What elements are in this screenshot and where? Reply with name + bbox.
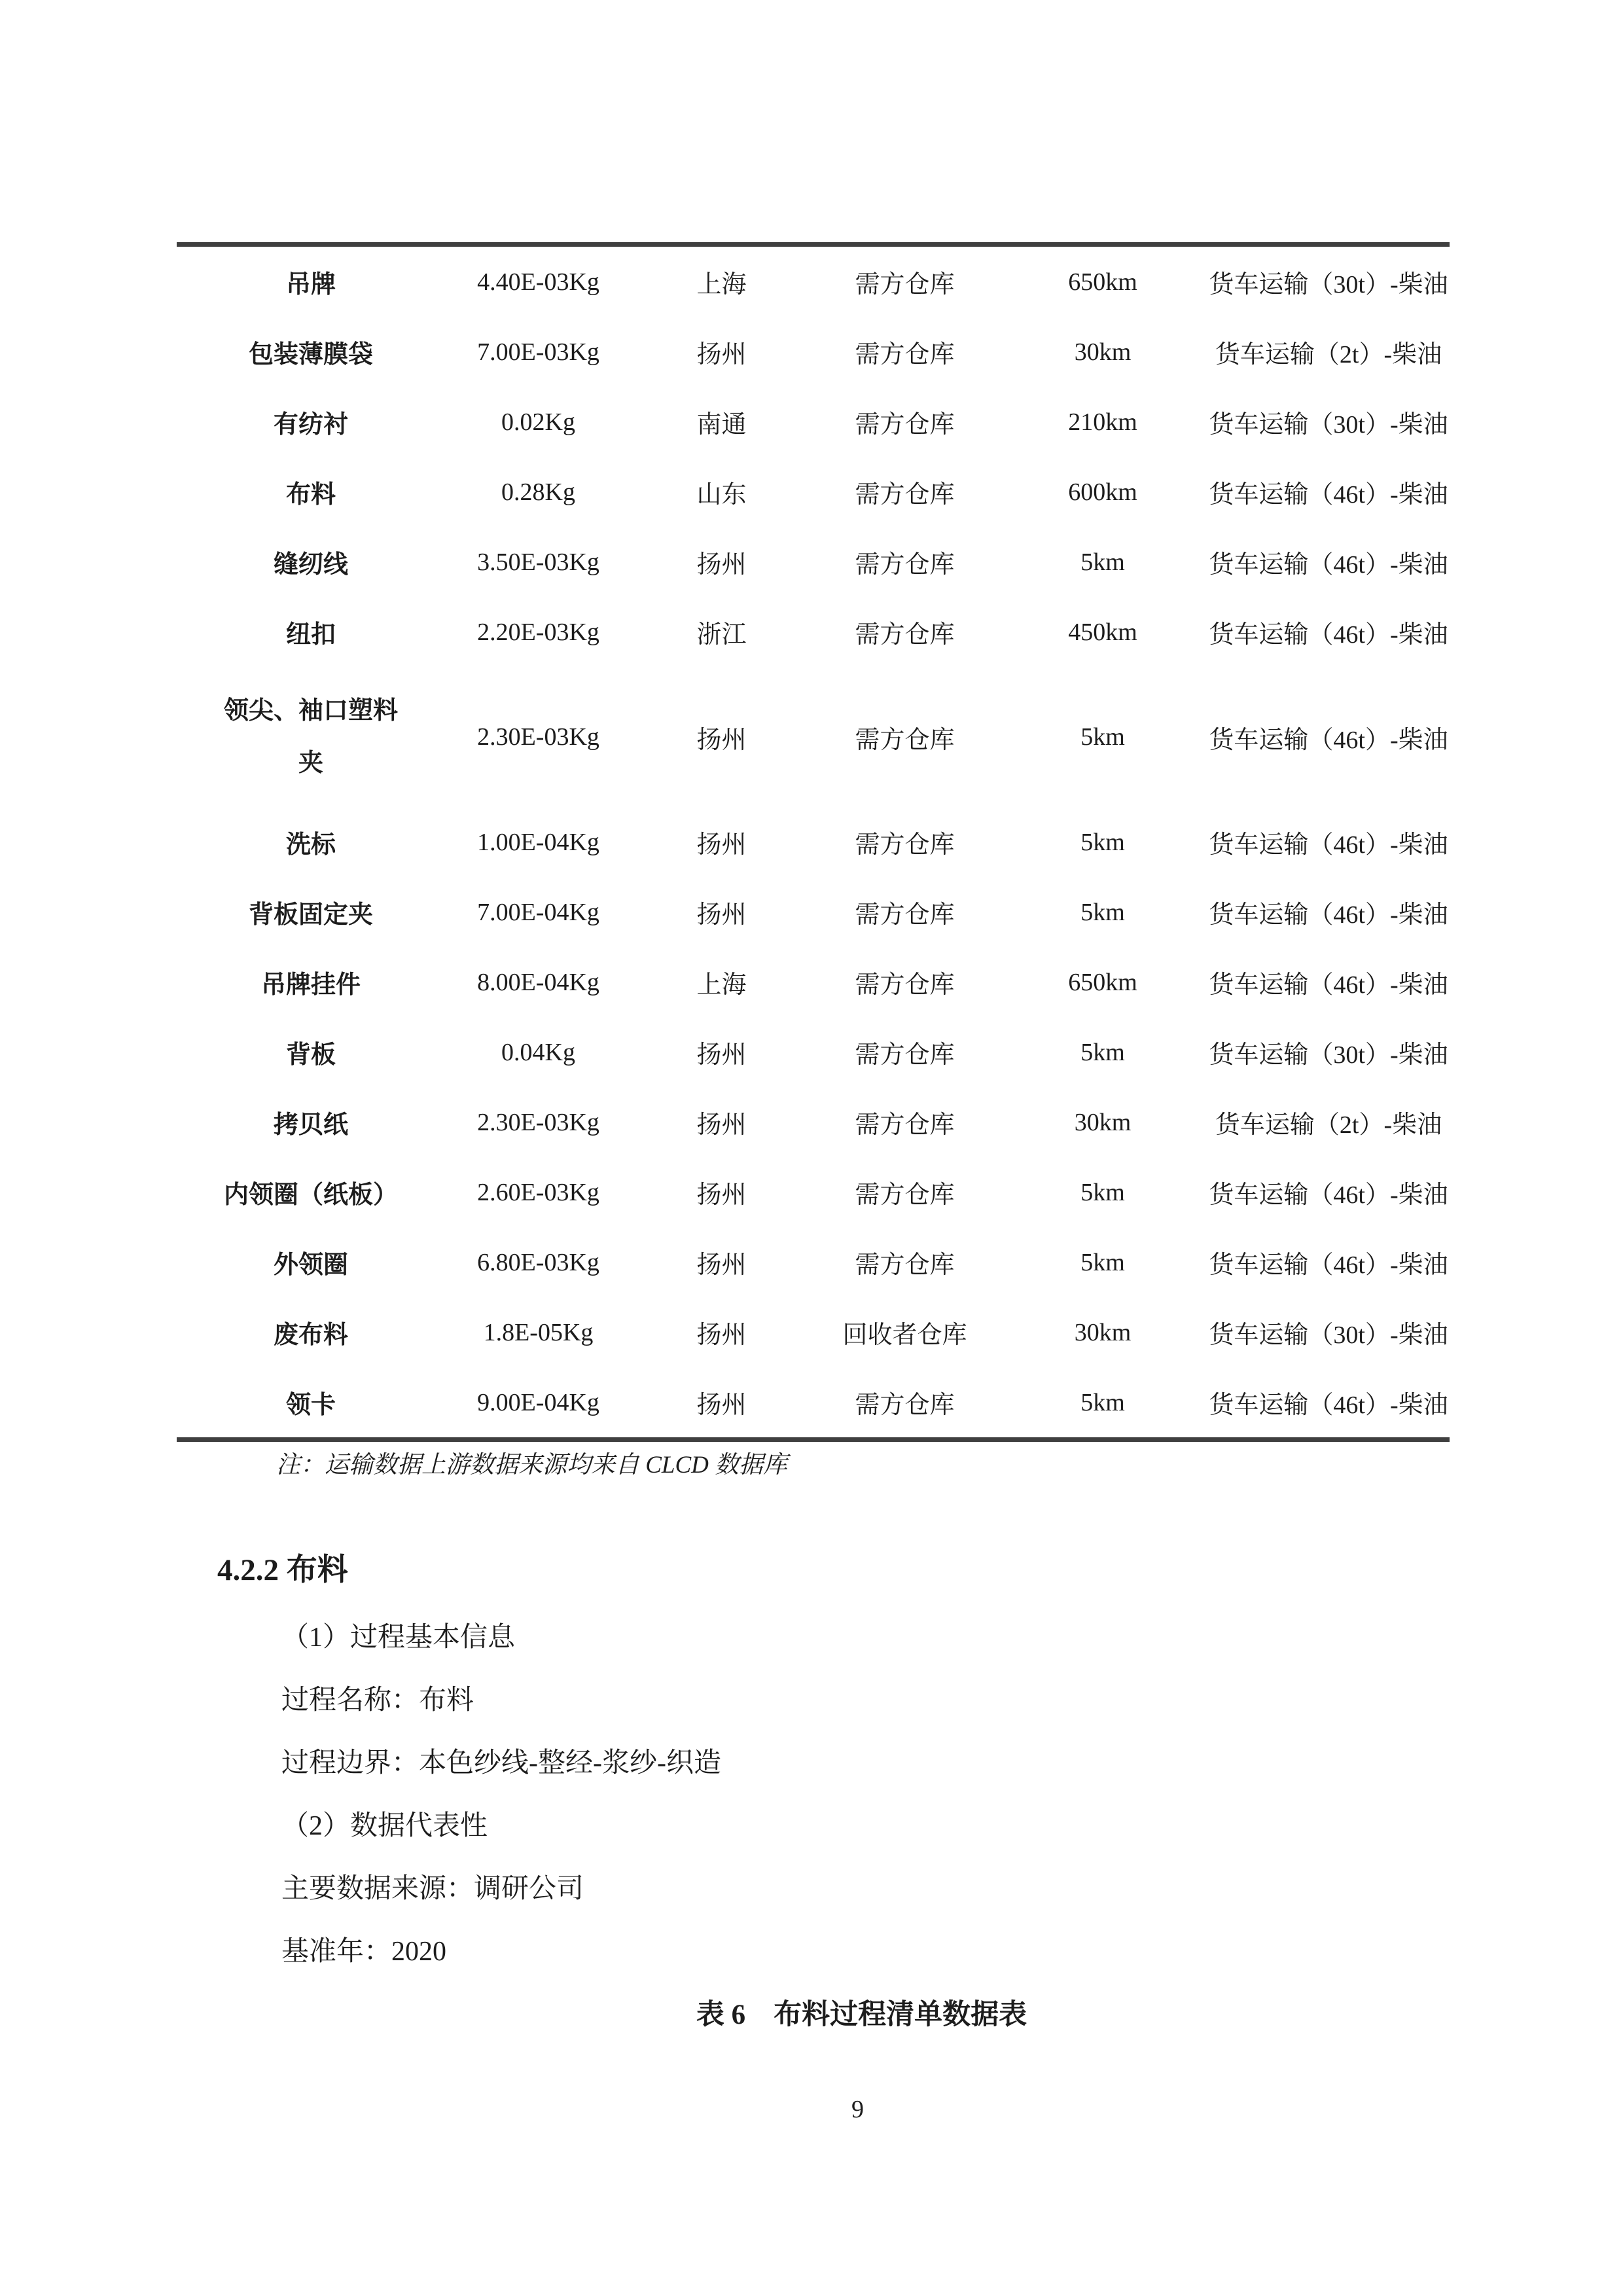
material-name-cell: 背板 <box>285 1041 336 1069</box>
material-name-cell: 纽扣 <box>285 621 336 649</box>
transport-mode-cell: 货车运输（30t）-柴油 <box>1209 271 1448 298</box>
destination-cell: 需方仓库 <box>855 1111 955 1139</box>
distance-cell: 5km <box>1080 1388 1125 1416</box>
amount-cell: 0.04Kg <box>501 1038 575 1066</box>
transport-mode-cell: 货车运输（46t）-柴油 <box>1209 1391 1448 1419</box>
amount-cell: 8.00E-04Kg <box>477 968 599 996</box>
distance-cell: 650km <box>1068 268 1137 296</box>
destination-cell: 需方仓库 <box>855 411 955 439</box>
amount-cell: 2.30E-03Kg <box>477 1108 599 1136</box>
destination-cell: 需方仓库 <box>855 1181 955 1209</box>
paragraph-process-basic-info: （1）过程基本信息 <box>281 1623 516 1653</box>
amount-cell: 0.28Kg <box>501 478 575 506</box>
table-row <box>177 1087 1450 1157</box>
distance-cell: 600km <box>1068 478 1137 506</box>
transport-mode-cell: 货车运输（46t）-柴油 <box>1209 621 1448 649</box>
paragraph-process-name: 过程名称：布料 <box>281 1685 474 1715</box>
destination-cell: 需方仓库 <box>855 481 955 509</box>
table-footnote: 注：运输数据上游数据来源均来自 CLCD 数据库 <box>276 1452 788 1479</box>
transport-mode-cell: 货车运输（46t）-柴油 <box>1209 901 1448 929</box>
amount-cell: 0.02Kg <box>501 408 575 436</box>
amount-cell: 7.00E-03Kg <box>477 338 599 366</box>
origin-cell: 扬州 <box>696 831 747 859</box>
transport-mode-cell: 货车运输（2t）-柴油 <box>1215 341 1442 368</box>
material-name-cell: 吊牌 <box>285 271 336 298</box>
distance-cell: 5km <box>1080 1038 1125 1066</box>
amount-cell: 9.00E-04Kg <box>477 1388 599 1416</box>
origin-cell: 上海 <box>696 271 747 298</box>
table-row <box>177 947 1450 1017</box>
destination-cell: 需方仓库 <box>855 341 955 368</box>
origin-cell: 扬州 <box>696 1391 747 1419</box>
destination-cell: 需方仓库 <box>855 726 955 754</box>
material-name-cell: 领卡 <box>285 1391 336 1419</box>
distance-cell: 210km <box>1068 408 1137 436</box>
destination-cell: 回收者仓库 <box>842 1321 967 1349</box>
distance-cell: 650km <box>1068 968 1137 996</box>
distance-cell: 5km <box>1080 828 1125 856</box>
distance-cell: 5km <box>1080 1178 1125 1206</box>
origin-cell: 扬州 <box>696 1041 747 1069</box>
origin-cell: 扬州 <box>696 1321 747 1349</box>
destination-cell: 需方仓库 <box>855 621 955 649</box>
distance-cell: 30km <box>1074 338 1132 366</box>
destination-cell: 需方仓库 <box>855 1391 955 1419</box>
destination-cell: 需方仓库 <box>855 901 955 929</box>
transport-data-table <box>177 242 1450 1442</box>
section-heading: 4.2.2 布料 <box>217 1553 348 1587</box>
material-name-cell: 有纺衬 <box>273 411 348 439</box>
table-row <box>177 387 1450 457</box>
paragraph-data-representativeness: （2）数据代表性 <box>281 1811 488 1841</box>
paragraph-process-boundary: 过程边界：本色纱线-整经-浆纱-织造 <box>281 1748 721 1778</box>
material-name-cell: 废布料 <box>273 1321 348 1349</box>
distance-cell: 450km <box>1068 618 1137 646</box>
table-row <box>177 1297 1450 1367</box>
table-row <box>177 457 1450 527</box>
material-name-cell: 领尖、袖口塑料夹 <box>223 697 398 777</box>
table-row <box>177 877 1450 947</box>
material-name-cell: 外领圈 <box>273 1251 348 1279</box>
destination-cell: 需方仓库 <box>855 971 955 999</box>
origin-cell: 扬州 <box>696 1251 747 1279</box>
page-content <box>177 242 1450 2124</box>
origin-cell: 山东 <box>696 481 747 509</box>
origin-cell: 扬州 <box>696 341 747 368</box>
transport-mode-cell: 货车运输（46t）-柴油 <box>1209 831 1448 859</box>
distance-cell: 5km <box>1080 1248 1125 1276</box>
amount-cell: 2.60E-03Kg <box>477 1178 599 1206</box>
material-name-cell: 包装薄膜袋 <box>248 341 373 368</box>
distance-cell: 5km <box>1080 723 1125 751</box>
transport-mode-cell: 货车运输（46t）-柴油 <box>1209 551 1448 579</box>
table-row <box>177 1017 1450 1087</box>
table-row <box>177 245 1450 317</box>
origin-cell: 扬州 <box>696 1181 747 1209</box>
material-name-cell: 吊牌挂件 <box>260 971 361 999</box>
material-name-cell: 拷贝纸 <box>273 1111 348 1139</box>
origin-cell: 扬州 <box>696 726 747 754</box>
transport-mode-cell: 货车运输（46t）-柴油 <box>1209 726 1448 754</box>
material-name-cell: 背板固定夹 <box>248 901 373 929</box>
origin-cell: 上海 <box>696 971 747 999</box>
material-name-cell: 布料 <box>285 481 336 509</box>
amount-cell: 1.00E-04Kg <box>477 828 599 856</box>
material-name-cell: 缝纫线 <box>273 551 348 579</box>
transport-mode-cell: 货车运输（30t）-柴油 <box>1209 411 1448 439</box>
table-row <box>177 527 1450 597</box>
transport-mode-cell: 货车运输（2t）-柴油 <box>1215 1111 1442 1139</box>
paragraph-base-year: 基准年：2020 <box>281 1937 447 1967</box>
amount-cell: 6.80E-03Kg <box>477 1248 599 1276</box>
table-row <box>177 807 1450 877</box>
material-name-cell: 内领圈（纸板） <box>223 1181 398 1209</box>
amount-cell: 3.50E-03Kg <box>477 548 599 576</box>
transport-mode-cell: 货车运输（46t）-柴油 <box>1209 481 1448 509</box>
distance-cell: 30km <box>1074 1318 1132 1346</box>
table-row <box>177 1227 1450 1297</box>
amount-cell: 7.00E-04Kg <box>477 898 599 926</box>
table-row <box>177 667 1450 807</box>
amount-cell: 2.30E-03Kg <box>477 723 599 751</box>
destination-cell: 需方仓库 <box>855 831 955 859</box>
amount-cell: 4.40E-03Kg <box>477 268 599 296</box>
origin-cell: 扬州 <box>696 551 747 579</box>
origin-cell: 浙江 <box>696 621 747 649</box>
table-row <box>177 317 1450 387</box>
distance-cell: 5km <box>1080 898 1125 926</box>
transport-mode-cell: 货车运输（30t）-柴油 <box>1209 1321 1448 1349</box>
destination-cell: 需方仓库 <box>855 271 955 298</box>
distance-cell: 5km <box>1080 548 1125 576</box>
transport-mode-cell: 货车运输（30t）-柴油 <box>1209 1041 1448 1069</box>
paragraph-data-source: 主要数据来源：调研公司 <box>281 1874 584 1904</box>
amount-cell: 2.20E-03Kg <box>477 618 599 646</box>
distance-cell: 30km <box>1074 1108 1132 1136</box>
table-caption: 表 6 布料过程清单数据表 <box>696 2000 1027 2030</box>
material-name-cell: 洗标 <box>285 831 336 859</box>
destination-cell: 需方仓库 <box>855 1041 955 1069</box>
transport-mode-cell: 货车运输（46t）-柴油 <box>1209 1181 1448 1209</box>
origin-cell: 扬州 <box>696 1111 747 1139</box>
destination-cell: 需方仓库 <box>855 551 955 579</box>
origin-cell: 南通 <box>696 411 747 439</box>
transport-mode-cell: 货车运输（46t）-柴油 <box>1209 971 1448 999</box>
transport-mode-cell: 货车运输（46t）-柴油 <box>1209 1251 1448 1279</box>
amount-cell: 1.8E-05Kg <box>483 1318 594 1346</box>
table-row <box>177 597 1450 667</box>
origin-cell: 扬州 <box>696 901 747 929</box>
table-row <box>177 1157 1450 1227</box>
page-number: 9 <box>851 2096 864 2123</box>
destination-cell: 需方仓库 <box>855 1251 955 1279</box>
table-row <box>177 1367 1450 1440</box>
